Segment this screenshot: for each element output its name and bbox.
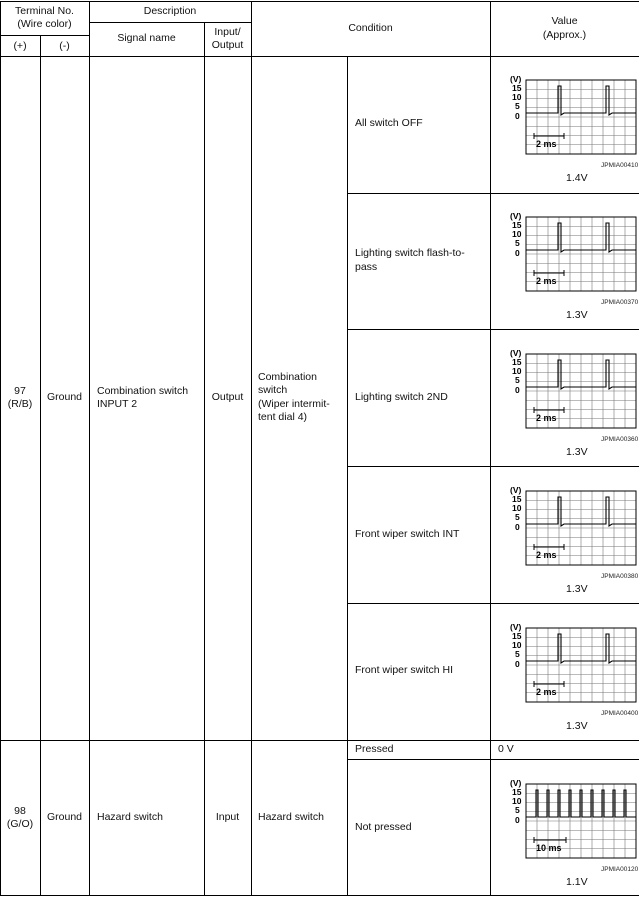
header-approx: (Approx.) [542, 29, 587, 41]
table-border-bottom [0, 895, 639, 896]
axis-tick-label: 10 [512, 92, 522, 102]
time-scale-label: 2 ms [536, 687, 557, 697]
measured-value: 1.1V [566, 876, 588, 888]
axis-tick-label: 0 [515, 111, 520, 121]
subcondition-wiper-int: Front wiper switch INT [355, 528, 460, 540]
row-rule [347, 466, 639, 467]
wire-color-97: (R/B) [7, 398, 33, 410]
waveform-graph [508, 346, 638, 438]
header-terminal-no: Terminal No. [15, 5, 74, 17]
col-rule [89, 1, 90, 896]
figure-ref: JPMIA00360 [601, 436, 639, 443]
row-rule [347, 603, 639, 604]
table-border-top [0, 1, 639, 2]
waveform-graph [508, 776, 638, 868]
subcondition-wiper-hi: Front wiper switch HI [355, 664, 454, 676]
signal-name-97: Combination switch [97, 385, 189, 397]
axis-tick-label: 5 [515, 512, 520, 522]
condition-97-l2: switch [258, 384, 288, 396]
ground-98: Ground [46, 811, 83, 823]
subcondition-flash-to-pass: Lighting switch flash-to- [355, 247, 465, 259]
col-rule [251, 1, 252, 896]
axis-tick-label: (V) [510, 74, 522, 84]
row-rule [347, 329, 639, 330]
axis-tick-label: 10 [512, 503, 522, 513]
figure-ref: JPMIA00400 [601, 710, 639, 717]
subcondition-flash-to-pass-cont: pass [355, 261, 378, 273]
time-scale-label: 2 ms [536, 413, 557, 423]
header-description: Description [143, 5, 197, 17]
axis-tick-label: (V) [510, 622, 522, 632]
axis-tick-label: (V) [510, 485, 522, 495]
condition-98: Hazard switch [258, 811, 324, 823]
waveform-graph [508, 209, 638, 301]
axis-tick-label: 15 [512, 631, 522, 641]
col-rule [490, 1, 491, 896]
header-rule [0, 35, 89, 36]
header-minus: (-) [59, 40, 70, 52]
waveform-graph [508, 620, 638, 712]
axis-tick-label: (V) [510, 211, 522, 221]
header-bottom-rule [0, 56, 639, 57]
wire-color-98: (G/O) [6, 818, 34, 830]
axis-tick-label: 0 [515, 385, 520, 395]
header-wire-color: (Wire color) [17, 18, 72, 30]
waveform-graph [508, 72, 638, 164]
axis-tick-label: (V) [510, 348, 522, 358]
time-scale-label: 10 ms [536, 843, 562, 853]
axis-tick-label: 0 [515, 659, 520, 669]
figure-ref: JPMIA00120 [601, 866, 639, 873]
axis-tick-label: 15 [512, 83, 522, 93]
terminal-97: 97 [14, 385, 26, 397]
time-scale-label: 2 ms [536, 139, 557, 149]
row-rule [347, 193, 639, 194]
col-rule [40, 35, 41, 896]
subcondition-pressed: Pressed [355, 743, 394, 755]
axis-tick-label: 15 [512, 787, 522, 797]
signal-name-98: Hazard switch [97, 811, 163, 823]
col-rule [347, 56, 348, 896]
axis-tick-label: 15 [512, 220, 522, 230]
axis-tick-label: 0 [515, 815, 520, 825]
io-97: Output [211, 391, 244, 403]
signal-name-97-cont: INPUT 2 [97, 398, 138, 410]
axis-tick-label: 15 [512, 357, 522, 367]
figure-ref: JPMIA00370 [601, 299, 639, 306]
axis-tick-label: 15 [512, 494, 522, 504]
time-scale-label: 2 ms [536, 276, 557, 286]
axis-tick-label: (V) [510, 778, 522, 788]
axis-tick-label: 10 [512, 366, 522, 376]
axis-tick-label: 5 [515, 101, 520, 111]
value-pressed: 0 V [498, 743, 514, 755]
measured-value: 1.4V [566, 172, 588, 184]
col-rule [0, 1, 1, 896]
axis-tick-label: 10 [512, 229, 522, 239]
subcondition-lighting-2nd: Lighting switch 2ND [355, 391, 448, 403]
col-rule [204, 22, 205, 896]
subcondition-not-pressed: Not pressed [355, 821, 412, 833]
measured-value: 1.3V [566, 446, 588, 458]
axis-tick-label: 0 [515, 248, 520, 258]
header-rule [89, 22, 251, 23]
subcondition-all-switch-off: All switch OFF [355, 117, 423, 129]
axis-tick-label: 10 [512, 640, 522, 650]
measured-value: 1.3V [566, 309, 588, 321]
measured-value: 1.3V [566, 720, 588, 732]
axis-tick-label: 5 [515, 375, 520, 385]
header-signal-name: Signal name [117, 32, 176, 44]
measured-value: 1.3V [566, 583, 588, 595]
axis-tick-label: 5 [515, 805, 520, 815]
axis-tick-label: 5 [515, 238, 520, 248]
header-input: Input/ [214, 26, 241, 38]
io-98: Input [215, 811, 240, 823]
row-rule [347, 759, 639, 760]
time-scale-label: 2 ms [536, 550, 557, 560]
header-output: Output [211, 39, 244, 51]
condition-97-l1: Combination [258, 371, 317, 383]
terminal-98: 98 [14, 805, 26, 817]
header-value: Value [551, 15, 578, 27]
axis-tick-label: 0 [515, 522, 520, 532]
waveform-graph [508, 483, 638, 575]
condition-97-l4: tent dial 4) [258, 411, 308, 423]
figure-ref: JPMIA00410 [601, 162, 639, 169]
condition-97-l3: (Wiper intermit- [258, 398, 330, 410]
figure-ref: JPMIA00380 [601, 573, 639, 580]
axis-tick-label: 5 [515, 649, 520, 659]
header-plus: (+) [13, 40, 27, 52]
row-rule [0, 740, 639, 741]
axis-tick-label: 10 [512, 796, 522, 806]
ground-97: Ground [46, 391, 83, 403]
header-condition: Condition [348, 22, 393, 34]
